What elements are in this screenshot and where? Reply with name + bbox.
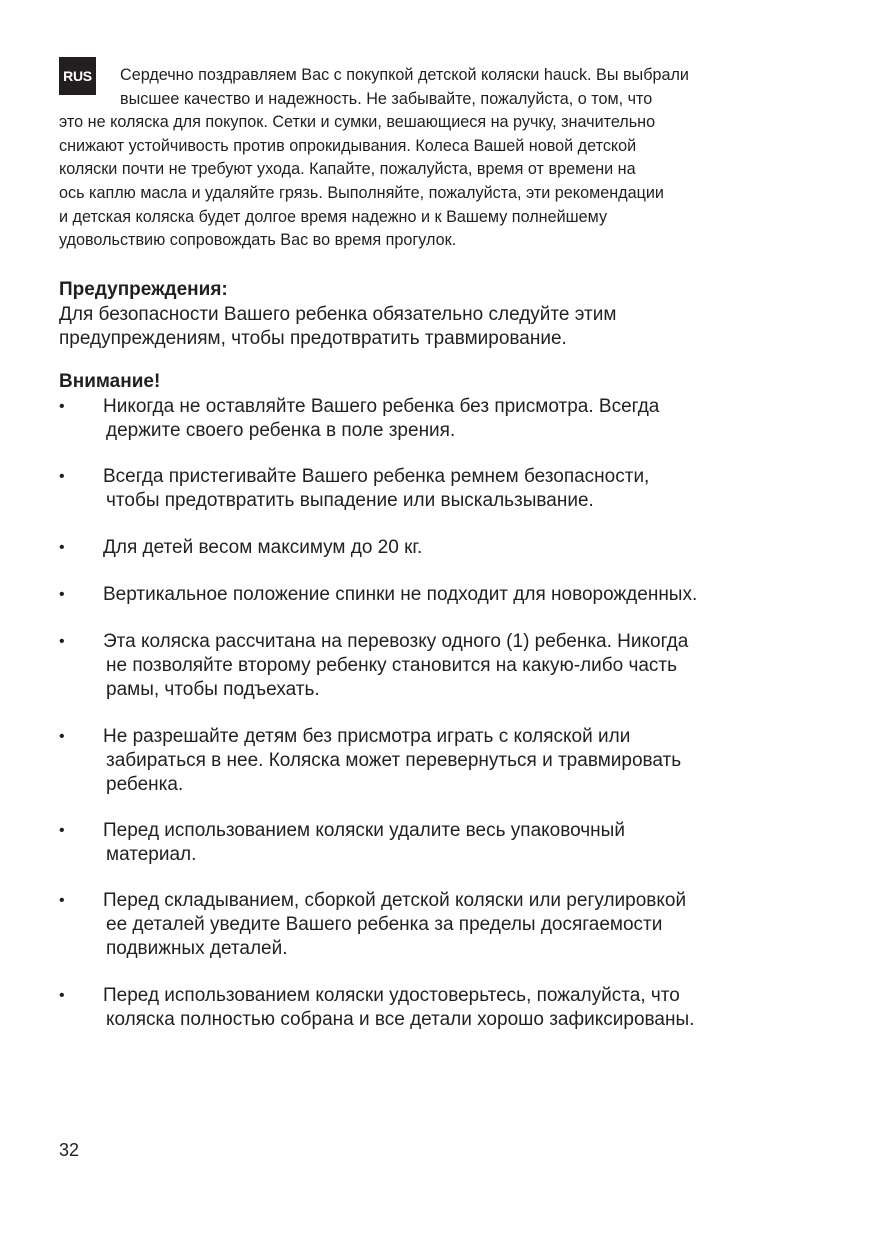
bullet-line: не позволяйте второму ребенку становится на какую-либо часть — [106, 655, 678, 676]
warnings-line: предупреждениям, чтобы предотвратить травмирование. — [59, 328, 567, 349]
intro-line: ось каплю масла и удаляйте грязь. Выполняйте, пожалуйста, эти рекомендации — [59, 183, 664, 202]
bullet-line: забираться в нее. Коляска может перевернуться и травмировать — [106, 750, 682, 771]
bullet-line: ребенка. — [106, 774, 184, 795]
bullet-line: ее деталей уведите Вашего ребенка за пределы досягаемости — [106, 914, 663, 935]
intro-line: удовольствию сопровождать Вас во время прогулок. — [59, 231, 457, 250]
bullet-icon: • — [59, 892, 65, 909]
intro-line: высшее качество и надежность. Не забывайте, пожалуйста, о том, что — [120, 89, 653, 108]
bullet-text — [103, 889, 823, 961]
bullet-line: рамы, чтобы подъехать. — [106, 679, 320, 700]
page-number: 32 — [59, 1140, 80, 1160]
bullet-line: Перед использованием коляски удостоверьтесь, пожалуйста, что — [103, 985, 680, 1006]
bullet-text — [103, 395, 823, 443]
intro-line: Сердечно поздравляем Вас с покупкой детской коляски hauck. Вы выбрали — [120, 66, 689, 84]
bullet-text — [103, 583, 823, 607]
bullet-icon: • — [59, 987, 65, 1004]
bullet-line: Эта коляска рассчитана на перевозку одного (1) ребенка. Никогда — [103, 631, 689, 652]
bullet-line: подвижных деталей. — [106, 938, 288, 959]
bullet-icon: • — [59, 586, 65, 603]
bullet-text — [103, 536, 823, 560]
intro-line: это не коляска для покупок. Сетки и сумки, вешающиеся на ручку, значительно — [59, 113, 656, 132]
bullet-text — [103, 465, 823, 513]
language-badge: RUS — [59, 57, 96, 95]
attention-heading: Внимание! — [59, 371, 161, 392]
bullet-icon: • — [59, 822, 65, 839]
bullet-line: Не разрешайте детям без присмотра играть с коляской или — [103, 726, 631, 747]
warnings-heading: Предупреждения: — [59, 279, 228, 300]
bullet-icon: • — [59, 468, 65, 485]
bullet-text — [103, 725, 823, 797]
intro-line: коляски почти не требуют ухода. Капайте, пожалуйста, время от времени на — [59, 160, 636, 179]
bullet-line: Всегда пристегивайте Вашего ребенка ремнем безопасности, — [103, 466, 650, 487]
warnings-section — [59, 278, 799, 352]
bullet-text — [103, 819, 823, 867]
bullet-icon: • — [59, 728, 65, 745]
intro-paragraph — [59, 64, 799, 253]
bullet-line: Перед складыванием, сборкой детской коляски или регулировкой — [103, 890, 687, 911]
bullet-icon: • — [59, 633, 65, 650]
intro-line: и детская коляска будет долгое время надежно и к Вашему полнейшему — [59, 207, 608, 226]
bullet-text — [103, 984, 823, 1032]
intro-line: снижают устойчивость против опрокидывания. Колеса Вашей новой детской — [59, 136, 637, 155]
bullet-icon: • — [59, 398, 65, 415]
bullet-line: держите своего ребенка в поле зрения. — [106, 420, 456, 441]
bullet-line: коляска полностью собрана и все детали хорошо зафиксированы. — [106, 1009, 695, 1030]
bullet-line: чтобы предотвратить выпадение или выскальзывание. — [106, 490, 594, 511]
bullet-line: Перед использованием коляски удалите весь упаковочный — [103, 820, 625, 841]
bullet-line: Для детей весом максимум до 20 кг. — [103, 537, 423, 558]
warnings-line: Для безопасности Вашего ребенка обязательно следуйте этим — [59, 303, 617, 325]
bullet-line: Никогда не оставляйте Вашего ребенка без присмотра. Всегда — [103, 396, 660, 417]
bullet-icon: • — [59, 539, 65, 556]
bullet-line: материал. — [106, 844, 197, 865]
bullet-line: Вертикальное положение спинки не подходит для новорожденных. — [103, 584, 698, 605]
bullet-text — [103, 630, 823, 702]
